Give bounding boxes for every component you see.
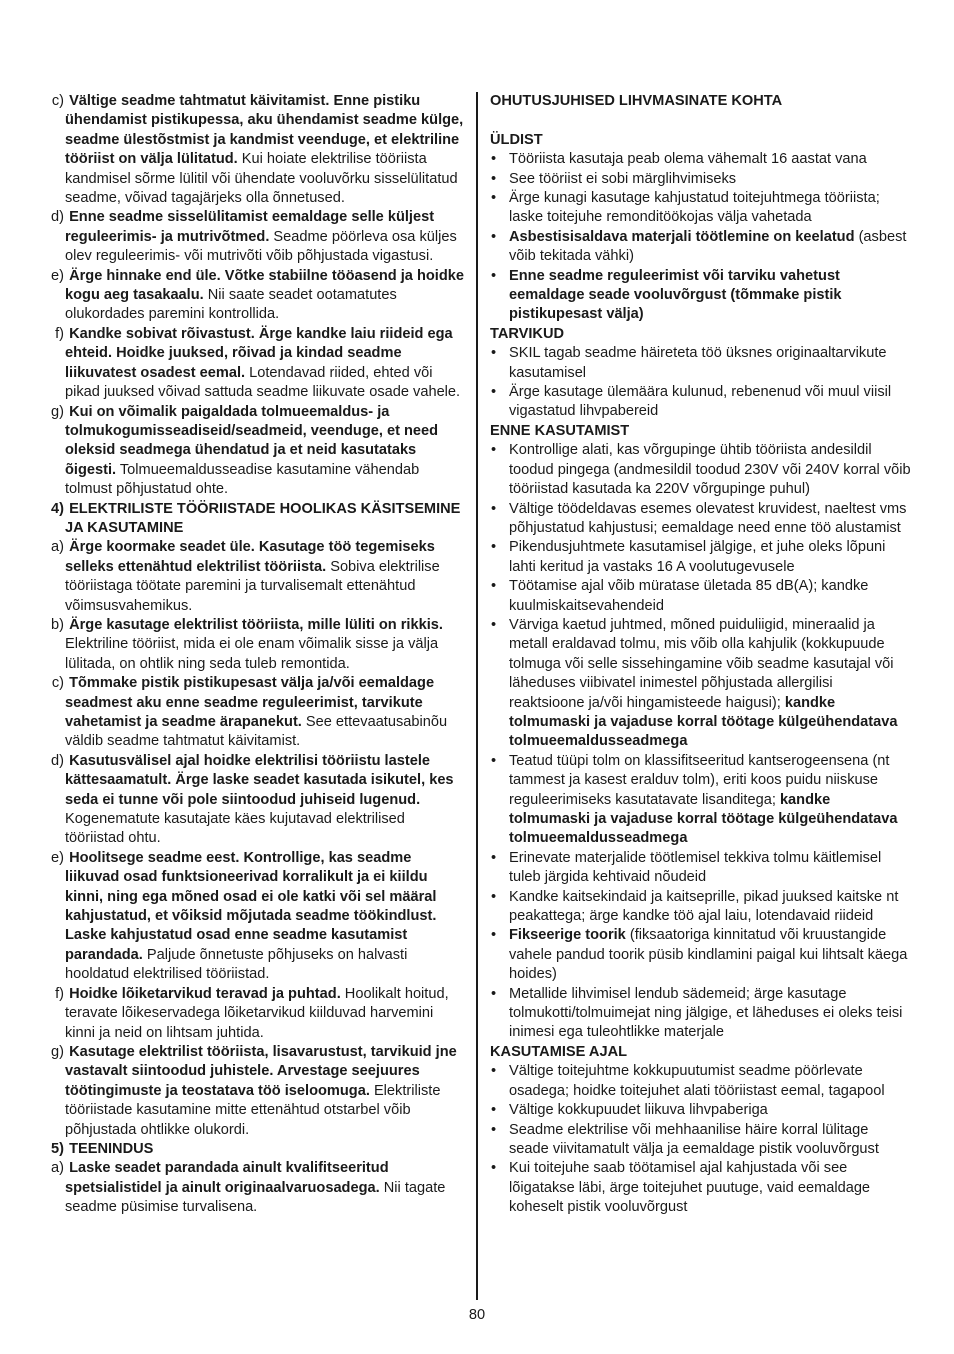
list-item: • Kandke kaitsekindaid ja kaitseprille, pikad juuksed kaitske nt peakattega; ärge kandke töö ajal laiu, lotendavaid riideid — [490, 888, 912, 927]
list-item: • SKIL tagab seadme häireteta töö üksnes originaaltarvikute kasutamisel — [490, 344, 912, 383]
list-item — [42, 208, 467, 266]
list-item: • Ärge kasutage ülemäära kulunud, rebenenud või muul viisil vigastatud lihvpabereid — [490, 383, 912, 422]
section-heading-accessories: TARVIKUD — [490, 325, 565, 342]
item-text: Laske seadet parandada ainult kvalifitseeritud spetsialistidel ja ainult originaalvaruosadega. Nii tagate seadme püsimise turvalisena. — [65, 1160, 446, 1216]
item-label: a) — [51, 539, 64, 556]
bullet-icon: • — [491, 1121, 497, 1138]
list-item — [42, 849, 467, 985]
list-item — [42, 403, 467, 500]
item-label: d) — [51, 209, 64, 226]
item-label: b) — [51, 616, 64, 633]
item-text: Ärge hinnake end üle. Võtke stabiilne tööasend ja hoidke kogu aeg tasakaalu. Nii saate seadet ootamatutes olukordades paremini kontrollida. — [65, 267, 464, 323]
item-text: Kandke sobivat rõivastust. Ärge kandke laiu riideid ega ehteid. Hoidke juuksed, rõivad ja kindad seadme liikuvatest osadest eemal. Lotendavad riided, ehted või pikad juuksed võivad sattuda seadme liikuvate osade vahele. — [65, 325, 461, 401]
item-text: Hoidke lõiketarvikud teravad ja puhtad. Hoolikalt hoitud, teravate lõikeservadega lõiketarvikud kiilduvad harvemini kinni ja neid on lihtsam juhtida. — [65, 985, 449, 1041]
list-item: • See tööriist ei sobi märglihvimiseks — [490, 170, 912, 189]
bullet-icon: • — [491, 539, 497, 556]
item-text: Tõmmake pistik pistikupesast välja ja/või eemaldage seadmest aku enne seadme reguleerimist, tarvikute vahetamist ja seadme ärapanekut. See ettevaatusabinõu väldib seadme tahtmatut käivitamist. — [65, 675, 448, 750]
item-text: Kasutage elektrilist tööriista, lisavarustust, tarvikuid jne vastavalt siintoodud juhistele. Arvestage seejuures töötingimuste ja teostatava töö iseloomuga. Elektriliste tööriistade kasutamine mitte ettenähtud otstarbel võib põhjustada ohtlikke olukordi. — [65, 1043, 457, 1138]
list-item — [42, 325, 467, 403]
item-label: e) — [51, 849, 64, 866]
left-column — [42, 92, 467, 1218]
item-label: e) — [51, 267, 64, 284]
item-text: Hoolitsege seadme eest. Kontrollige, kas seadme liikuvad osad funktsioneerivad korralikult ja ei kiildu kinni, ning ega mõned osad ei ole katki või sel määral kahjustatud, et võiksid mõjutada seadme töökindlust. Laske kahjustatud osad enne seadme kasutamist parandada. Paljude õnnetuste põhjuseks on halvasti hooldatud elektrilised tööriistad. — [65, 849, 437, 983]
section-heading — [42, 1140, 467, 1159]
list-item: • Värviga kaetud juhtmed, mõned puiduliigid, mineraalid ja metall eraldavad tolmu, mis võib olla kahjulik (kokkupuude tolmuga või selle sissehingamine võib seadme kasutajal või läheduses viibivatel inimestel põhjustada allergilisi reaktsioone ja/või hingamisteede haigusi); kandke tolmumaski ja vajaduse korral töötage külgeühendatava tolmueemaldusseadmega — [490, 616, 912, 752]
list-item — [42, 674, 467, 752]
section-heading — [42, 500, 467, 539]
section-title: ELEKTRILISTE TÖÖRIISTADE HOOLIKAS KÄSITSEMINE JA KASUTAMINE — [65, 500, 461, 536]
list-item — [42, 616, 467, 674]
bullet-icon: • — [491, 500, 497, 517]
bullet-icon: • — [491, 578, 497, 595]
bullet-icon: • — [491, 170, 497, 187]
item-text: Enne seadme sisselülitamist eemaldage selle küljest reguleerimis- ja mutrivõtmed. Seadme pöörleva osa küljes olev reguleerimis- või mutrivõti võib põhjustada vigastusi. — [65, 209, 457, 265]
bullet-icon: • — [491, 267, 497, 284]
section-heading-before-use: ENNE KASUTAMIST — [490, 422, 630, 439]
bullet-icon: • — [491, 345, 497, 362]
page-number: 80 — [468, 1307, 486, 1323]
list-item: • Tööriista kasutaja peab olema vähemalt 16 aastat vana — [490, 150, 912, 169]
list-item: • Vältige kokkupuudet liikuva lihvpaberiga — [490, 1101, 912, 1120]
bullet-icon: • — [491, 190, 497, 207]
section-heading-during-use: KASUTAMISE AJAL — [490, 1043, 628, 1060]
section-heading-general: ÜLDIST — [490, 131, 543, 148]
list-item: • Kontrollige alati, kas võrgupinge ühtib tööriista andesildil toodud pingega (andmesildil toodud 230V või 240V korral võib tööriistad kasutada ka 220V võrgupinge puhul) — [490, 441, 912, 499]
list-item — [42, 752, 467, 849]
list-item: • Vältige töödeldavas esemes olevatest kruvidest, naeltest vms põhjustatud kahjustusi; eemaldage need enne töö alustamist — [490, 500, 912, 539]
item-label: g) — [51, 1043, 64, 1060]
bullet-icon: • — [491, 752, 497, 769]
item-text: Kui on võimalik paigaldada tolmueemaldus- ja tolmukogumisseadiseid/seadmeid, veenduge, et need oleksid seadmega ühendatud ja et neid kasutataks õigesti. Tolmueemaldusseadise kasutamine vähendab tolmust põhjustatud ohte. — [65, 403, 439, 498]
list-item: • Ärge kunagi kasutage kahjustatud toitejuhtmega tööriista; laske toitejuhe remonditöökojas välja vahetada — [490, 189, 912, 228]
bullet-icon: • — [491, 1063, 497, 1080]
item-label: d) — [51, 752, 64, 769]
item-text: Kasutusvälisel ajal hoidke elektrilisi tööriistu lastele kättesaamatult. Ärge laske seadet kasutada isikutel, kes seda ei tunne või pole siintoodud juhiseid lugenud. Kogenematute kasutajate käes kujutavad elektrilised tööriistad ohtu. — [65, 752, 454, 847]
item-text: Vältige seadme tahtmatut käivitamist. Enne pistiku ühendamist pistikupessa, aku ühendamist seadme külge, seadme ülestõstmist ja kandmist veenduge, et elektriline tööriist on välja lülitatud. Kui hoiate elektrilise tööriista kandmisel sõrme lülitil või ühendate vooluvõrku sisselülitatud seadme, võivad tagajärjeks olla õnnetused. — [65, 93, 464, 207]
list-item: • Fikseerige toorik (fiksaatoriga kinnitatud või kruustangide vahele pandud toorik püsib kindlamini paigal kui lihtsalt käega hoides) — [490, 926, 912, 984]
item-text: Ärge koormake seadet üle. Kasutage töö tegemiseks selleks ettenähtud elektrilist tööriista. Sobiva elektrilise tööriistaga töötate paremini ja turvalisemalt ettenähtud võimsusvahemikus. — [65, 539, 440, 614]
item-text: Ärge kasutage elektrilist tööriista, mille lüliti on rikkis. Elektriline tööriist, mida ei ole enam võimalik sisse ja välja lülitada, on ohtlik ning seda tuleb remontida. — [65, 616, 443, 672]
item-label: f) — [55, 325, 64, 342]
bullet-icon: • — [491, 384, 497, 401]
list-item: • Vältige toitejuhtme kokkupuutumist seadme pöörlevate osadega; hoidke toitejuhet alati tööriistast eemal, tagapool — [490, 1062, 912, 1101]
list-item — [42, 1159, 467, 1217]
list-item: • Enne seadme reguleerimist või tarviku vahetust eemaldage seade vooluvõrgust (tõmmake pistik pistikupesast välja) — [490, 267, 912, 325]
section-number: 5) — [51, 1140, 64, 1157]
bullet-icon: • — [491, 1102, 497, 1119]
bullet-icon: • — [491, 888, 497, 905]
section-title: TEENINDUS — [69, 1140, 154, 1157]
item-label: c) — [51, 93, 64, 109]
bullet-icon: • — [491, 927, 497, 944]
bullet-icon: • — [491, 616, 497, 633]
spacer — [490, 111, 912, 130]
bullet-icon: • — [491, 1160, 497, 1177]
page-title: OHUTUSJUHISED LIHVMASINATE KOHTA — [490, 93, 783, 109]
item-label: g) — [51, 403, 64, 420]
list-item — [42, 985, 467, 1043]
list-item: • Kui toitejuhe saab töötamisel ajal kahjustada või see lõigatakse läbi, ärge toitejuhet puutuge, vaid eemaldage koheselt pistik vooluvõrgust — [490, 1159, 912, 1217]
bullet-icon: • — [491, 985, 497, 1002]
list-item: • Töötamise ajal võib müratase ületada 85 dB(A); kandke kuulmiskaitsevahendeid — [490, 577, 912, 616]
bullet-icon: • — [491, 151, 497, 168]
item-label: f) — [55, 985, 64, 1002]
list-item — [42, 92, 467, 208]
list-item: • Asbestisisaldava materjali töötlemine on keelatud (asbest võib tekitada vähki) — [490, 228, 912, 267]
bullet-icon: • — [491, 849, 497, 866]
bullet-icon: • — [491, 228, 497, 245]
list-item: • Seadme elektrilise või mehhaanilise häire korral lülitage seade viivitamatult välja ja eemaldage pistik vooluvõrgust — [490, 1121, 912, 1160]
column-divider — [476, 92, 478, 1300]
right-column — [490, 92, 912, 1218]
list-item: • Metallide lihvimisel lendub sädemeid; ärge kasutage tolmukotti/tolmuimejat ning jälgige, et läheduses ei oleks teisi inimesi ega tuleohtlikke materjale — [490, 985, 912, 1043]
list-item — [42, 538, 467, 616]
list-item — [42, 267, 467, 325]
list-item: • Teatud tüüpi tolm on klassifitseeritud kantserogeensena (nt tammest ja kasest eralduv tolm), eriti koos puidu niiskuse reguleerimiseks kasutatavate lisanditega; kandke tolmumaski ja vajaduse korral töötage külgeühendatava tolmueemaldusseadmega — [490, 752, 912, 849]
item-label: c) — [51, 675, 64, 692]
list-item: • Erinevate materjalide töötlemisel tekkiva tolmu käitlemisel tuleb järgida kehtivaid nõudeid — [490, 849, 912, 888]
item-label: a) — [51, 1160, 64, 1177]
list-item: • Pikendusjuhtmete kasutamisel jälgige, et juhe oleks lõpuni lahti keritud ja vastaks 16 A voolutugevusele — [490, 538, 912, 577]
list-item — [42, 1043, 467, 1140]
bullet-icon: • — [491, 442, 497, 459]
section-number: 4) — [51, 500, 64, 517]
